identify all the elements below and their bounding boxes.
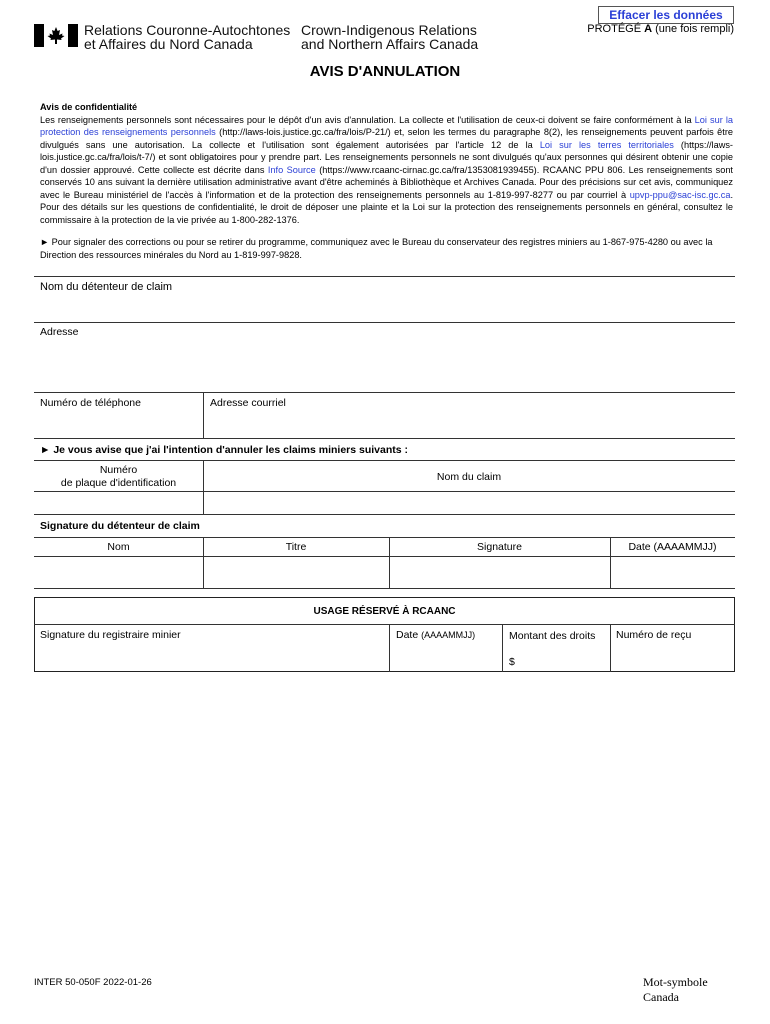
department-name-en (301, 23, 478, 51)
dept-fr-line1: Relations Couronne-Autochtones (84, 22, 291, 38)
divider (203, 460, 204, 514)
reserved-date-label (396, 629, 475, 641)
sig-col-signature: Signature (477, 541, 522, 553)
divider (34, 322, 735, 323)
phone-label: Numéro de téléphone (40, 397, 141, 409)
divider (34, 276, 735, 277)
privacy-text-1: Les renseignements personnels sont nécessaires pour le dépôt d'un avis d'annulation. La collecte et l'utilisation de ceux-ci doivent se faire conformément à la (40, 114, 692, 125)
email-input[interactable] (210, 412, 734, 436)
sig-col-title: Titre (285, 541, 307, 553)
divider (34, 460, 735, 461)
holder-sig-date-input[interactable] (614, 560, 734, 586)
privacy-text-2: (http://laws-lois.justice.gc.ca/fra/lois/P-21/) et, selon les termes du paragraphe 8(2), les renseignements peuvent parfois être divulgués sans une autorisation. La collecte et l'utilisation sont également autorisées par l'article 12 de la (40, 127, 734, 150)
divider (34, 514, 735, 515)
claim-name-header: Nom du claim (436, 471, 502, 483)
reserved-date-input[interactable] (395, 646, 501, 670)
divider (34, 556, 735, 557)
email-label: Adresse courriel (210, 397, 286, 409)
privacy-notice (40, 101, 733, 226)
registrar-signature-label: Signature du registraire minier (40, 629, 181, 641)
divider (389, 624, 390, 672)
privacy-act-link[interactable]: Loi sur la protection des renseignements personnels (40, 114, 733, 137)
privacy-text-4: (https://www.rcaanc-cirnac.gc.ca/fra/1353081939455). RCAANC PPU 806. Les renseignements sont conservés 10 ans suivant la dernière utilisation administrative avant d'être acheminés à Bibliothèque et Archives Canada. Pour des précisions sur cet avis, communiquez avec le Bureau ministériel de l'accès à l'information et de la protection des renseignements personnels au 1-819-997-8277 ou par courriel à (40, 164, 733, 200)
dept-en-line2: and Northern Affairs Canada (301, 36, 479, 52)
fees-label: Montant des droits (509, 630, 596, 642)
receipt-number-input[interactable] (615, 646, 734, 670)
fees-amount-input[interactable] (520, 652, 610, 672)
divider (34, 491, 735, 492)
divider (610, 624, 611, 672)
phone-input[interactable] (40, 412, 202, 436)
receipt-number-label: Numéro de reçu (616, 629, 692, 641)
divider (502, 624, 503, 672)
currency-symbol: $ (509, 656, 515, 668)
corrections-note: ► Pour signaler des corrections ou pour se retirer du programme, communiquez avec le Bureau du conservateur des registres miniers au 1-867-975-4280 ou avec la Direction des ressources minérales du Nord au 1-819-997-9828. (40, 237, 713, 260)
dept-fr-line2: et Affaires du Nord Canada (84, 36, 253, 52)
plate-number-header (34, 464, 203, 490)
holder-name-label: Nom du détenteur de claim (40, 281, 173, 293)
holder-signature-field[interactable] (394, 560, 605, 584)
privacy-text-5: . Pour des détails sur les questions de confidentialité, le droit de déposer une plainte et la Loi sur la protection des renseignements personnels en général, consultez le commissaire à la protection de la vie privée au 1-800-282-1376. (40, 189, 733, 225)
clear-data-button[interactable]: Effacer les données (598, 6, 734, 24)
reserved-date-word: Date (396, 629, 419, 641)
reserved-heading: USAGE RÉSERVÉ À RCAANC (313, 606, 456, 617)
registrar-signature-field[interactable] (40, 645, 384, 669)
divider (203, 392, 204, 438)
department-name-fr (84, 23, 290, 51)
claim-name-input[interactable] (208, 494, 736, 514)
page-title: AVIS D'ANNULATION (309, 63, 461, 80)
signature-section-heading: Signature du détenteur de claim (40, 520, 200, 532)
protected-status (587, 23, 734, 35)
holder-sig-title-input[interactable] (208, 560, 388, 586)
holder-sig-name-input[interactable] (38, 560, 202, 586)
intent-text: Je vous avise que j'ai l'intention d'annuler les claims miniers suivants : (53, 444, 409, 456)
territorial-lands-act-link[interactable]: Loi sur les terres territoriales (539, 139, 674, 150)
privacy-heading: Avis de confidentialité (40, 102, 138, 112)
address-label: Adresse (40, 326, 79, 338)
wordmark-line2: Canada (643, 990, 679, 1004)
holder-name-input[interactable] (40, 296, 734, 320)
sig-col-name: Nom (107, 541, 130, 553)
divider (34, 588, 735, 589)
intent-marker: ► (40, 444, 51, 456)
privacy-email-link[interactable]: upvp-ppu@sac-isc.gc.ca (629, 189, 731, 200)
plate-label-line1: Numéro (99, 464, 138, 476)
divider (34, 537, 735, 538)
divider (34, 624, 735, 625)
plate-number-input[interactable] (38, 494, 202, 514)
plate-label-line2: de plaque d'identification (60, 477, 177, 489)
info-source-link[interactable]: Info Source (267, 164, 316, 175)
sig-col-date: Date (AAAAMMJJ) (628, 541, 717, 553)
reserved-date-format: (AAAAMMJJ) (421, 630, 476, 640)
wordmark-line1: Mot-symbole (643, 975, 708, 989)
protected-letter: A (644, 23, 653, 35)
divider (34, 438, 735, 439)
form-code: INTER 50-050F 2022-01-26 (34, 977, 152, 988)
divider (34, 392, 735, 393)
claims-intent (40, 444, 408, 456)
canada-flag-icon (34, 24, 78, 47)
privacy-body (40, 114, 733, 227)
address-input[interactable] (40, 341, 734, 391)
canada-wordmark (643, 975, 708, 1005)
protected-suffix: (une fois rempli) (655, 23, 734, 35)
protected-prefix: PROTÉGÉ (587, 23, 642, 35)
dept-en-line1: Crown-Indigenous Relations (301, 22, 477, 38)
privacy-text-3: (https://laws-lois.justice.gc.ca/fra/lois/t-7/) et sont obligatoires pour y prendre part. Les renseignements personnels ne sont divulgués qu'aux personnes qui désirent obtenir une copie d'un dossier approuvé. Cette collecte est décrite dans (40, 139, 733, 175)
